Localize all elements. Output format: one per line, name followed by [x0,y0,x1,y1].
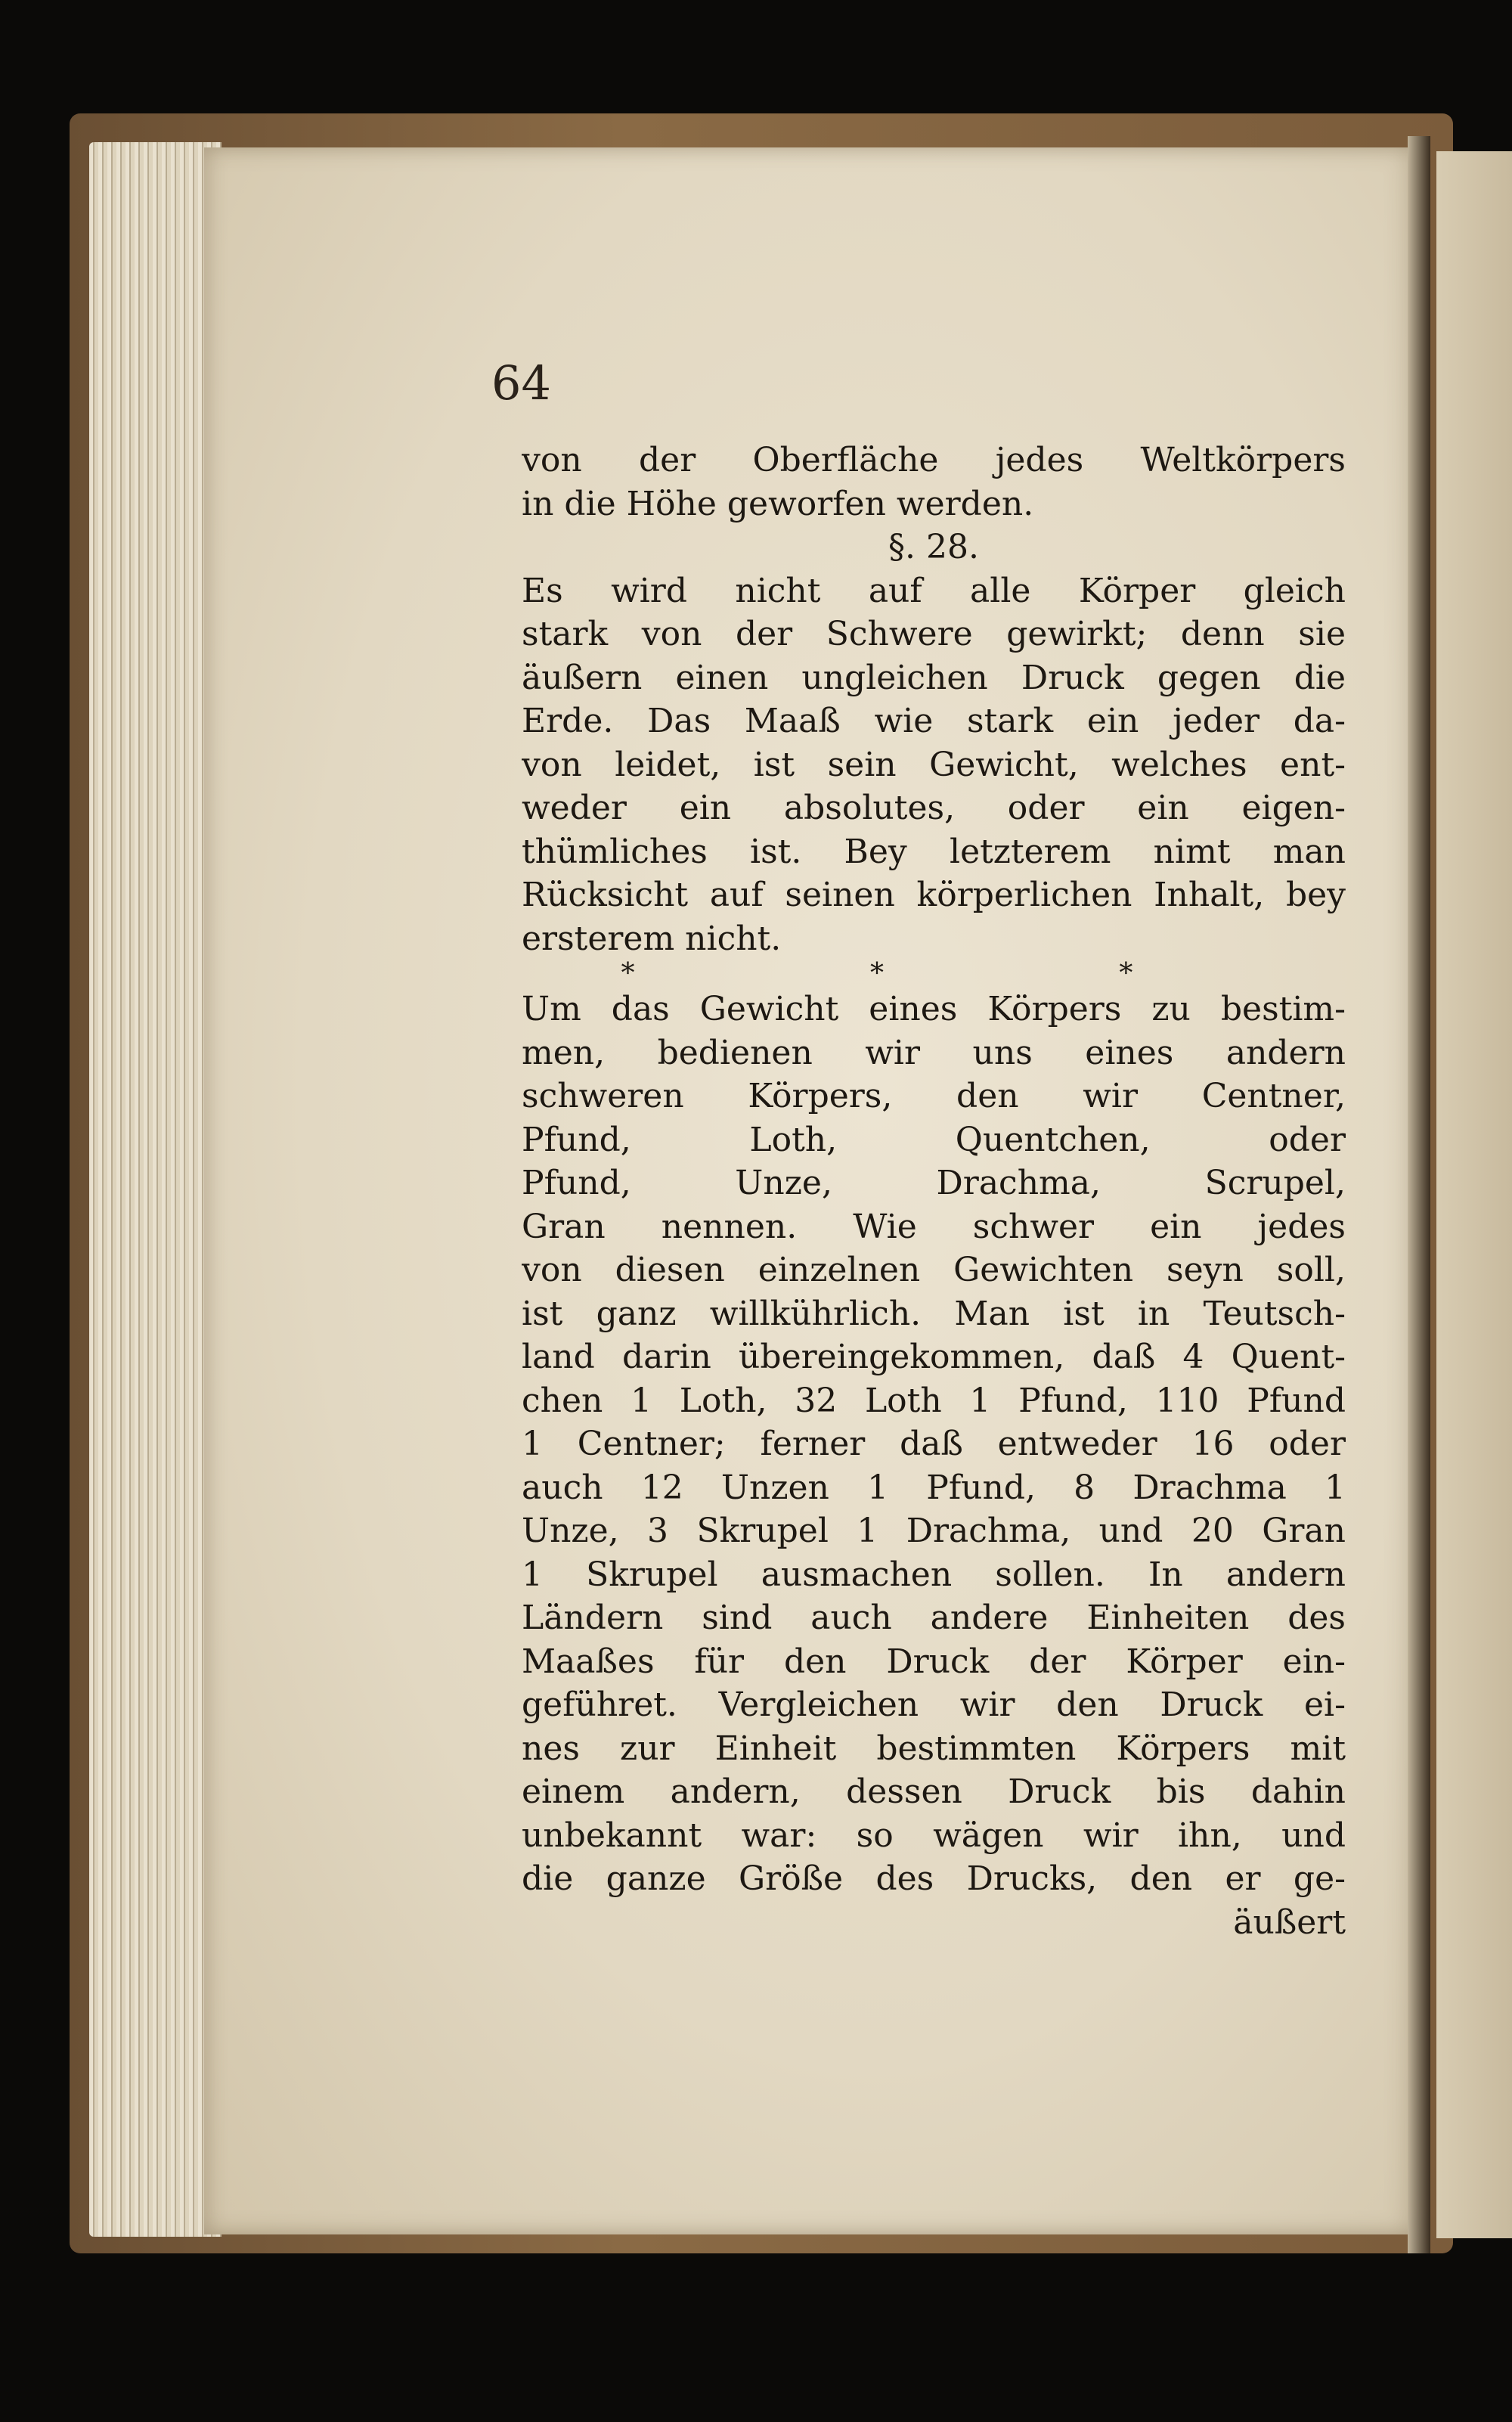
text-line: einem andern, dessen Druck bis dahin [522,1772,1346,1811]
next-page-edge [1436,151,1512,2238]
text-line: Es wird nicht auf alle Körper gleich [522,571,1346,610]
text-line: 1 Centner; ferner daß entweder 16 oder [522,1425,1346,1463]
text-line: die ganze Größe des Drucks, den er ge- [522,1859,1346,1898]
text-line: chen 1 Loth, 32 Loth 1 Pfund, 110 Pfund [522,1381,1346,1420]
text-line: schweren Körpers, den wir Centner, [522,1077,1346,1115]
text-line: Gran nennen. Wie schwer ein jedes [522,1207,1346,1246]
page-text [522,439,1346,1944]
text-line: Erde. Das Maaß wie stark ein jeder da- [522,702,1346,740]
text-line: in die Höhe geworfen werden. [522,484,1034,523]
section-divider-asterisks: * * * [621,958,1247,989]
text-line: von diesen einzelnen Gewichten seyn soll, [522,1251,1346,1289]
text-line: äußern einen ungleichen Druck gegen die [522,658,1346,697]
text-line: von der Oberfläche jedes Weltkörpers [522,441,1346,479]
text-line: geführet. Vergleichen wir den Druck ei- [522,1685,1346,1724]
text-line: land darin übereingekommen, daß 4 Quent- [522,1338,1346,1376]
text-line: Rücksicht auf seinen körperlichen Inhalt, bey [522,876,1346,914]
text-line: Unze, 3 Skrupel 1 Drachma, und 20 Gran [522,1512,1346,1550]
text-line: Maaßes für den Druck der Körper ein- [522,1642,1346,1681]
text-line: Pfund, Unze, Drachma, Scrupel, [522,1164,1346,1202]
text-line: stark von der Schwere gewirkt; denn sie [522,615,1346,653]
text-line: ist ganz willkührlich. Man ist in Teutsch- [522,1294,1346,1333]
text-line: men, bedienen wir uns eines andern [522,1033,1346,1072]
text-line: 1 Skrupel ausmachen sollen. In andern [522,1555,1346,1594]
text-line: Pfund, Loth, Quentchen, oder [522,1120,1346,1159]
text-line: auch 12 Unzen 1 Pfund, 8 Drachma 1 [522,1468,1346,1507]
page-number: 64 [491,355,551,411]
section-heading: §. 28. [888,528,979,566]
text-line: Ländern sind auch andere Einheiten des [522,1599,1346,1637]
page-edges [89,142,222,2237]
text-line: weder ein absolutes, oder ein eigen- [522,789,1346,827]
spine-shadow [1408,136,1430,2253]
text-line: nes zur Einheit bestimmten Körpers mit [522,1729,1346,1768]
text-line: ersterem nicht. [522,919,782,958]
text-line: äußert [1233,1903,1346,1942]
text-line: unbekannt war: so wägen wir ihn, und [522,1816,1346,1855]
text-line: thümliches ist. Bey letzterem nimt man [522,832,1346,871]
text-line: von leidet, ist sein Gewicht, welches ent- [522,745,1346,784]
text-line: Um das Gewicht eines Körpers zu bestim- [522,990,1346,1028]
